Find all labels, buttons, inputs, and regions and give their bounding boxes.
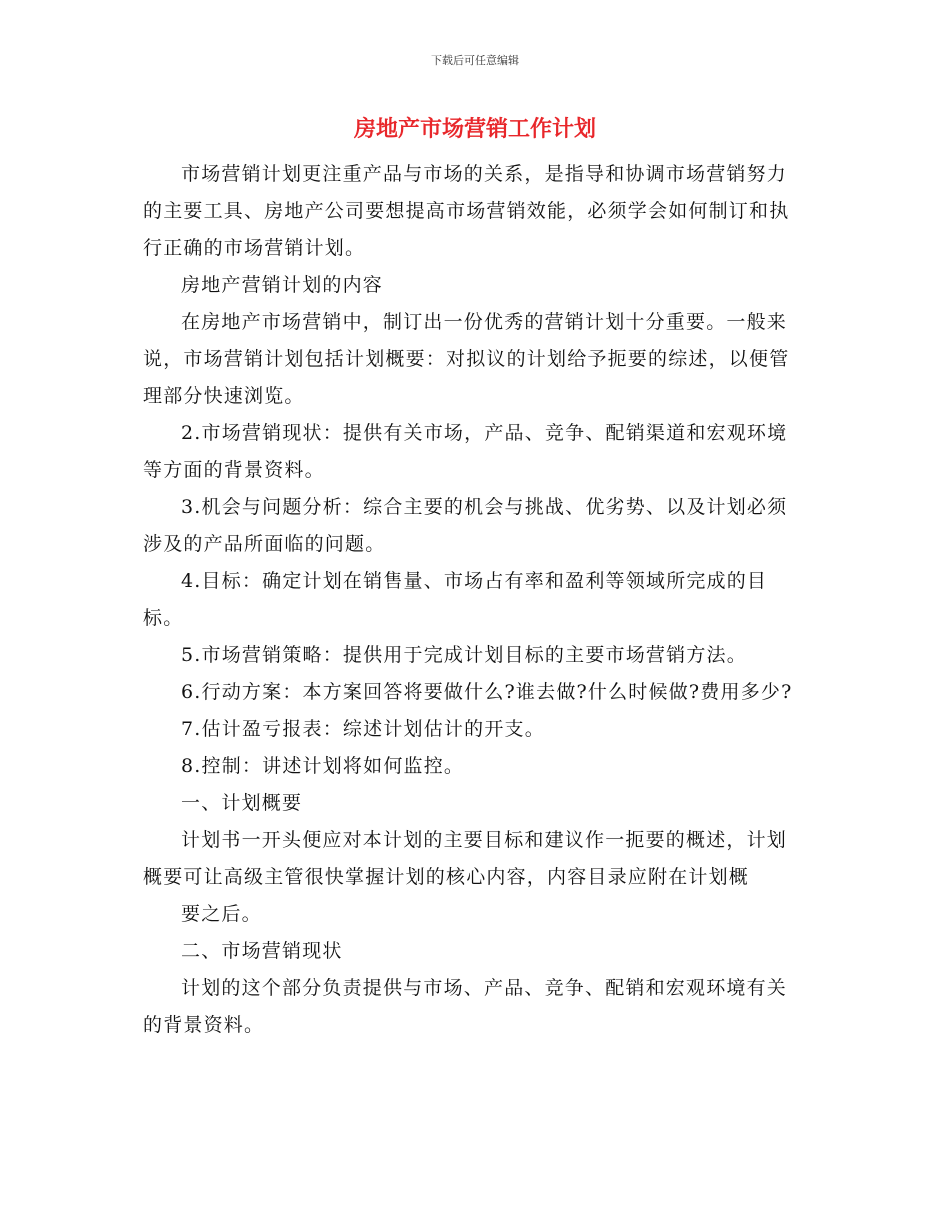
section-heading: 一、计划概要 <box>181 792 303 814</box>
paragraph: 市场营销计划更注重产品与市场的关系，是指导和协调市场营销努力的主要工具、房地产公司要想提高市场营销效能，必须学会如何制订和执行正确的市场营销计划。 <box>143 163 790 259</box>
paragraph: 2.市场营销现状：提供有关市场，产品、竞争、配销渠道和宏观环境等方面的背景资料。 <box>143 422 788 481</box>
paragraph: 7.估计盈亏报表：综述计划估计的开支。 <box>181 718 545 740</box>
paragraph: 8.控制：讲述计划将如何监控。 <box>181 755 465 777</box>
paragraph: 5.市场营销策略：提供用于完成计划目标的主要市场营销方法。 <box>181 644 747 666</box>
section-heading: 二、市场营销现状 <box>181 940 343 962</box>
document-body <box>143 156 803 1044</box>
paragraph: 要之后。 <box>181 903 262 925</box>
document-title: 房地产市场营销工作计划 <box>353 117 596 142</box>
paragraph: 6.行动方案：本方案回答将要做什么?谁去做?什么时候做?费用多少? <box>181 681 793 703</box>
paragraph: 3.机会与问题分析：综合主要的机会与挑战、优劣势、以及计划必须涉及的产品所面临的问题。 <box>143 496 788 555</box>
paragraph: 在房地产市场营销中，制订出一份优秀的营销计划十分重要。一般来说，市场营销计划包括计划概要：对拟议的计划给予扼要的综述，以便管理部分快速浏览。 <box>143 311 790 407</box>
paragraph: 计划书一开头便应对本计划的主要目标和建议作一扼要的概述，计划概要可让高级主管很快掌握计划的核心内容，内容目录应附在计划概 <box>143 829 788 888</box>
page-header: 下载后可任意编辑 <box>431 54 519 67</box>
paragraph: 计划的这个部分负责提供与市场、产品、竞争、配销和宏观环境有关的背景资料。 <box>143 977 788 1036</box>
paragraph: 房地产营销计划的内容 <box>181 274 384 296</box>
paragraph: 4.目标：确定计划在销售量、市场占有率和盈利等领域所完成的目标。 <box>143 570 768 629</box>
